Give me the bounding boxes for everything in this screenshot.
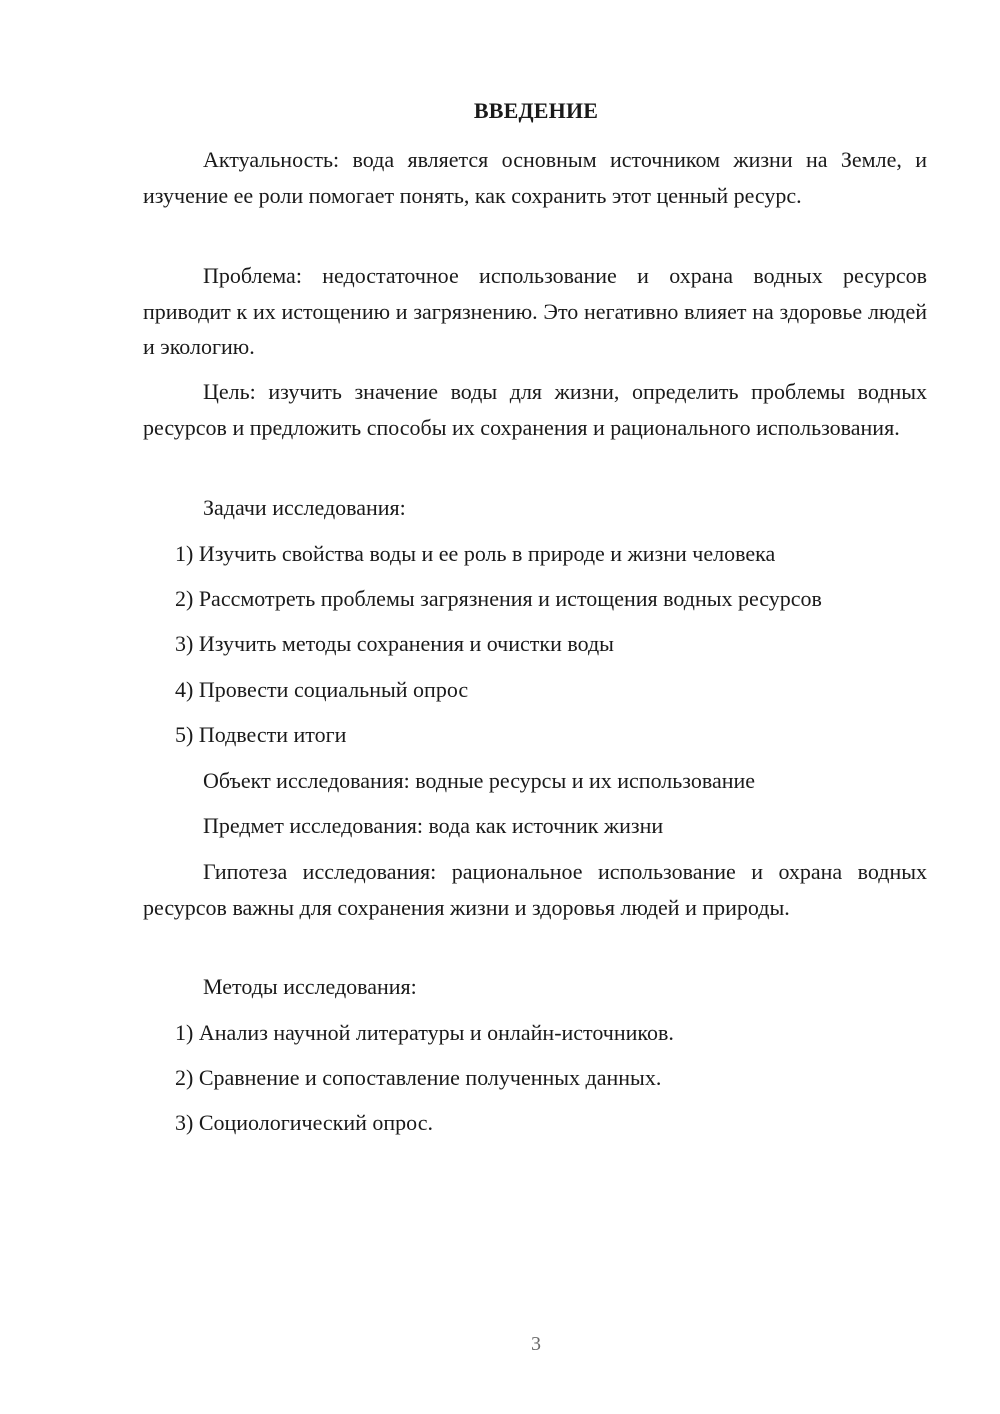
tasks-label: Задачи исследования: [203,495,406,520]
object-text: Объект исследования: водные ресурсы и их использование [203,768,756,793]
tasks-list-item [143,672,927,708]
relevance-paragraph [143,142,927,213]
problem-text: Проблема: недостаточное использование и охрана водных ресурсов приводит к их истощению и загрязнению. Это негативно влияет на здоровье людей и экологию. [143,263,927,359]
goal-text: Цель: изучить значение воды для жизни, определить проблемы водных ресурсов и предложить способы их сохранения и рационального использования. [143,379,927,440]
list-item: 5) Подвести итоги [175,722,347,747]
list-item: 1) Анализ научной литературы и онлайн-источников. [175,1020,674,1045]
hypothesis-text: Гипотеза исследования: рациональное использование и охрана водных ресурсов важны для сохранения жизни и здоровья людей и природы. [143,859,927,920]
tasks-list-item [143,717,927,753]
list-item: 2) Сравнение и сопоставление полученных данных. [175,1065,662,1090]
list-item: 1) Изучить свойства воды и ее роль в природе и жизни человека [175,541,776,566]
list-item: 3) Социологический опрос. [175,1110,433,1135]
page-title: ВВЕДЕНИЕ [473,98,599,123]
subject-section [143,808,927,844]
methods-label: Методы исследования: [203,974,417,999]
tasks-section [143,490,927,526]
hypothesis-paragraph [143,854,927,925]
tasks-list-item [143,536,927,572]
methods-list-item [143,1015,927,1051]
page-number: 3 [531,1333,541,1355]
tasks-list-item [143,626,927,662]
methods-list-item [143,1060,927,1096]
methods-section [143,969,927,1005]
list-item: 3) Изучить методы сохранения и очистки воды [175,631,614,656]
tasks-list-item [143,581,927,617]
list-item: 4) Провести социальный опрос [175,677,469,702]
goal-paragraph [143,374,927,445]
object-section [143,763,927,799]
relevance-text: Актуальность: вода является основным источником жизни на Земле, и изучение ее роли помогает понять, как сохранить этот ценный ресурс. [143,147,927,208]
list-item: 2) Рассмотреть проблемы загрязнения и истощения водных ресурсов [175,586,822,611]
problem-paragraph [143,258,927,365]
methods-list-item [143,1105,927,1141]
subject-text: Предмет исследования: вода как источник жизни [203,813,664,838]
